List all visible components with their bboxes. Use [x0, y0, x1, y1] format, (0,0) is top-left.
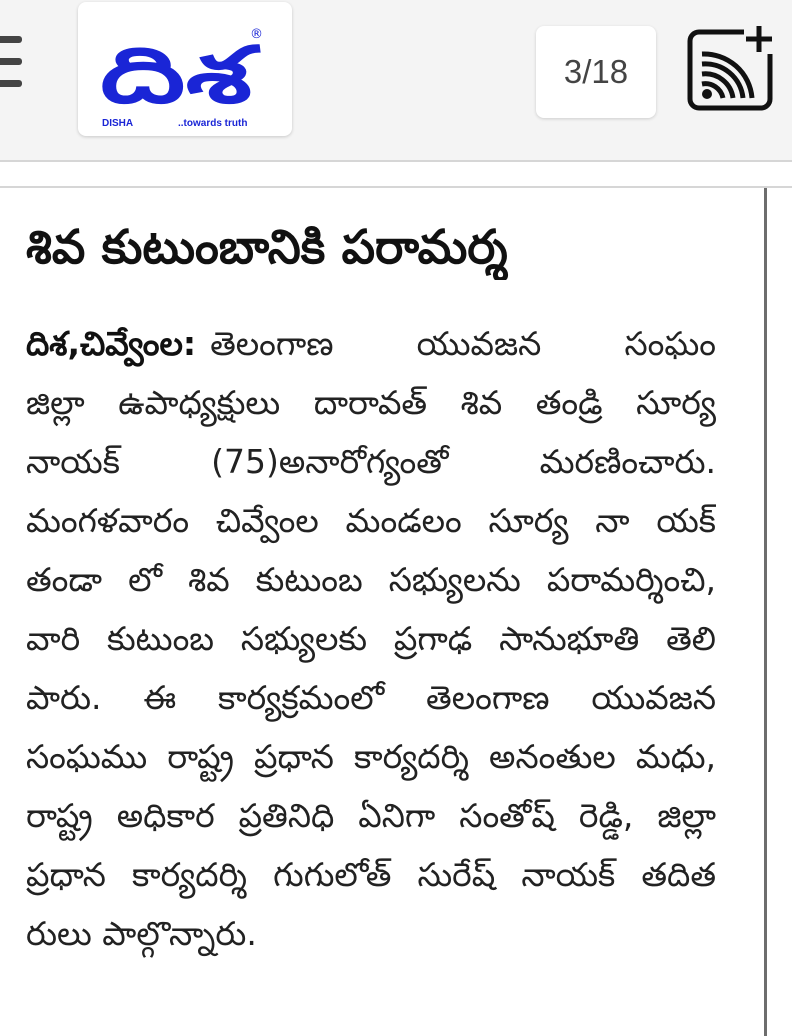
article-line: ప్రధాన కార్యదర్శి గుగులోత్ సురేష్ నాయక్ తదిత	[26, 855, 716, 894]
logo-tagline: ..towards truth	[178, 118, 248, 129]
article-dateline: దిశ,చివ్వేంల:	[26, 324, 197, 363]
logo-brand-glyph: దిశ	[100, 31, 262, 121]
article-line: రాష్ట్ర అధికార ప్రతినిధి ఏనిగా సంతోష్ రెడ్డి, జిల్లా	[26, 796, 716, 835]
article-headline: శివ కుటుంబానికి పరామర్శ	[26, 220, 508, 275]
hamburger-menu-icon-bar	[0, 80, 22, 87]
article-body	[26, 314, 716, 963]
page-gutter	[767, 188, 792, 1036]
article-line-text: తెలంగాణ యువజన సంఘం	[210, 324, 716, 363]
article-line: మంగళవారం చివ్వేంల మండలం సూర్య నా యక్	[26, 501, 716, 540]
logo-brand-name: DISHA	[102, 118, 134, 129]
hamburger-menu-icon	[0, 36, 22, 43]
article-line: నాయక్ (75)అనారోగ్యంతో మరణించారు.	[26, 442, 716, 481]
news-article-clip	[0, 188, 764, 1036]
disha-logo[interactable]	[78, 2, 292, 136]
toolbar-divider	[0, 160, 792, 188]
page-counter[interactable]: 3/18	[536, 26, 656, 118]
article-line: జిల్లా ఉపాధ్యక్షులు దారావత్ శివ తండ్రి సూర్య	[26, 383, 716, 422]
rss-add-icon	[686, 24, 778, 114]
article-line: పారు. ఈ కార్యక్రమంలో తెలంగాణ యువజన	[26, 678, 716, 717]
disha-logo-mark	[78, 2, 292, 136]
menu-button[interactable]	[0, 36, 24, 88]
article-line: రులు పాల్గొన్నారు.	[26, 914, 257, 953]
article-line	[26, 314, 716, 373]
rss-subscribe-button[interactable]	[686, 24, 778, 114]
hamburger-menu-icon-bar	[0, 58, 22, 65]
logo-registered-mark: ®	[250, 27, 263, 42]
top-toolbar	[0, 0, 792, 160]
article-line: తండా లో శివ కుటుంబ సభ్యులను పరామర్శించి,	[26, 560, 716, 599]
article-line: వారి కుటుంబ సభ్యులకు ప్రగాఢ సానుభూతి తెలి	[26, 619, 716, 658]
article-line: సంఘము రాష్ట్ర ప్రధాన కార్యదర్శి అనంతుల మధు,	[26, 737, 716, 776]
